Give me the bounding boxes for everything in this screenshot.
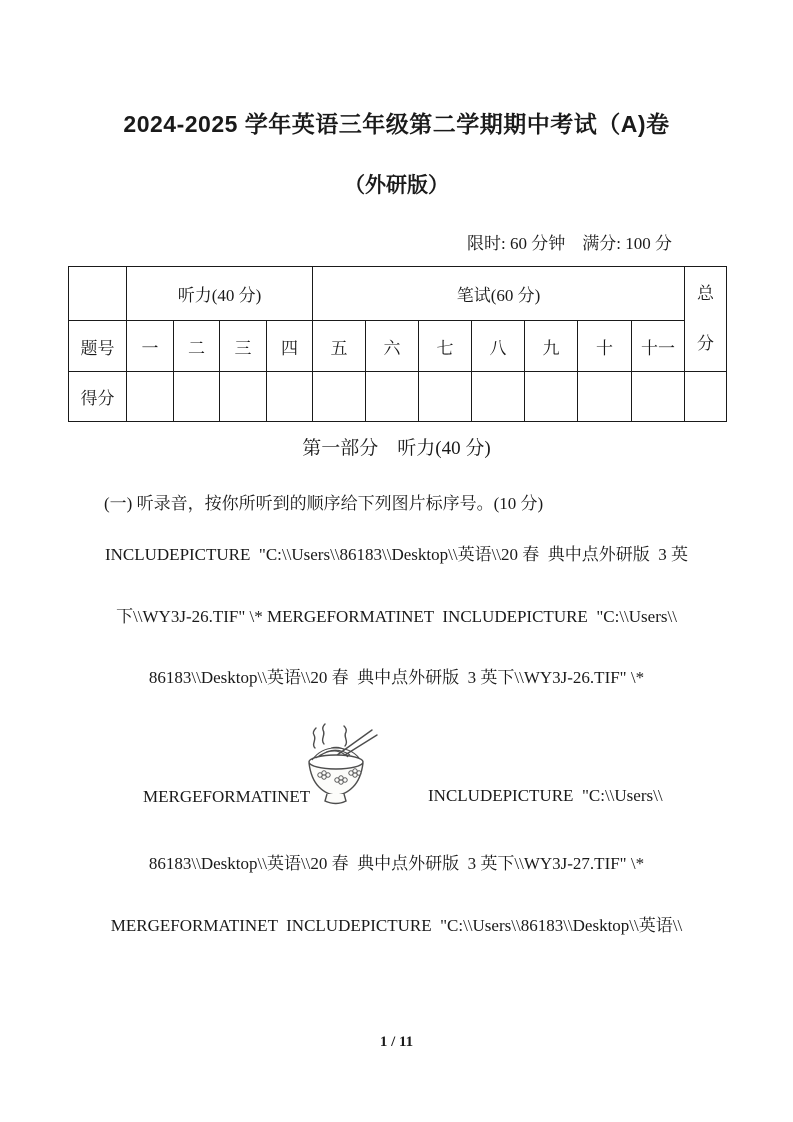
score-summary-table xyxy=(68,266,727,422)
question-number-cell: 八 xyxy=(472,321,525,372)
corner-cell xyxy=(69,267,127,321)
total-score-cell-empty xyxy=(685,372,727,422)
field-code-line-1: INCLUDEPICTURE "C:\\Users\\86183\\Desktop\\英语\\20 春 典中点外研版 3 英 xyxy=(104,545,689,564)
score-cell-empty xyxy=(313,372,366,422)
question-number-cell: 七 xyxy=(419,321,472,372)
score-cell-empty xyxy=(220,372,267,422)
question-number-cell: 四 xyxy=(267,321,313,372)
document-subtitle: （外研版） xyxy=(344,174,449,197)
table-row-scores xyxy=(69,372,727,422)
question-number-cell: 十一 xyxy=(632,321,685,372)
score-row-label: 得分 xyxy=(69,372,127,422)
question-number-cell: 九 xyxy=(525,321,578,372)
score-cell-empty xyxy=(472,372,525,422)
question-number-cell: 六 xyxy=(366,321,419,372)
question-number-cell: 一 xyxy=(127,321,174,372)
field-code-line-5: 86183\\Desktop\\英语\\20 春 典中点外研版 3 英下\\WY3J-27.TIF" \* xyxy=(148,854,645,873)
table-row-question-numbers xyxy=(69,321,727,372)
total-score-label: 总分 xyxy=(697,284,715,353)
question-row-label: 题号 xyxy=(69,321,127,372)
time-and-score-limits: 限时: 60 分钟 满分: 100 分 xyxy=(467,234,672,253)
total-score-header-cell xyxy=(685,267,727,372)
score-cell-empty xyxy=(632,372,685,422)
field-code-line-6: MERGEFORMATINET INCLUDEPICTURE "C:\\Users\\86183\\Desktop\\英语\\ xyxy=(110,916,683,935)
document-title: 2024-2025 学年英语三年级第二学期期中考试（A)卷 xyxy=(123,111,670,137)
score-cell-empty xyxy=(525,372,578,422)
score-cell-empty xyxy=(419,372,472,422)
question-number-cell: 五 xyxy=(313,321,366,372)
score-cell-empty xyxy=(127,372,174,422)
score-cell-empty xyxy=(174,372,220,422)
score-cell-empty xyxy=(366,372,419,422)
field-code-line-3: 86183\\Desktop\\英语\\20 春 典中点外研版 3 英下\\WY3J-26.TIF" \* xyxy=(148,668,645,687)
score-cell-empty xyxy=(267,372,313,422)
table-row-sections xyxy=(69,267,727,321)
field-code-line-2: 下\\WY3J-26.TIF" \* MERGEFORMATINET INCLUDEPICTURE "C:\\Users\\ xyxy=(116,607,677,626)
part-one-heading: 第一部分 听力(40 分) xyxy=(302,438,491,459)
question-number-cell: 二 xyxy=(174,321,220,372)
written-header-cell: 笔试(60 分) xyxy=(313,267,685,321)
field-code-line-4-left: MERGEFORMATINET xyxy=(143,787,311,806)
question-number-cell: 三 xyxy=(220,321,267,372)
page-number: 1 / 11 xyxy=(379,1034,414,1050)
score-cell-empty xyxy=(578,372,632,422)
question-number-cell: 十 xyxy=(578,321,632,372)
field-code-line-4-right: INCLUDEPICTURE "C:\\Users\\ xyxy=(428,786,663,805)
listening-header-cell: 听力(40 分) xyxy=(127,267,313,321)
noodle-bowl-image xyxy=(299,721,383,809)
section-one-instruction: (一) 听录音，按你所听到的顺序给下列图片标序号。(10 分) xyxy=(104,494,544,513)
